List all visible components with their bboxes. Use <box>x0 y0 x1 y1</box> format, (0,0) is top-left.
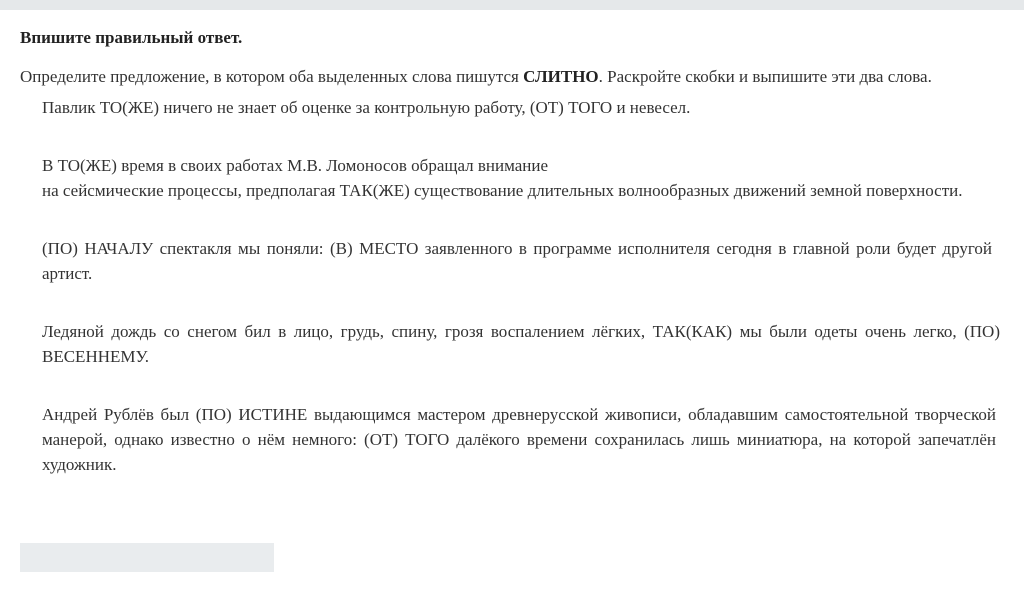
option-2-first-line: В ТО(ЖЕ) время в своих работах М.В. Ломоносов обращал внимание <box>42 156 549 175</box>
option-5-text: Андрей Рублёв был (ПО) ИСТИНЕ выдающимся мастером древнерусской живописи, обладавшим самостоятельной творческой манерой, однако известно о нём немного: (ОТ) ТОГО далёкого времени сохранилась лишь миниатюра, на которой запечатлён художник. <box>42 405 996 474</box>
option-1 <box>42 95 1000 120</box>
answer-input[interactable] <box>20 543 274 572</box>
prompt-text-before: Определите предложение, в котором оба выделенных слова пишутся <box>20 67 524 86</box>
top-strip <box>0 0 1024 10</box>
task-title: Впишите правильный ответ. <box>20 28 243 47</box>
option-2 <box>42 153 1000 203</box>
option-3-text: (ПО) НАЧАЛУ спектакля мы поняли: (В) МЕСТО заявленного в программе исполнителя сегодня в главной роли будет другой артист. <box>42 239 992 283</box>
option-5 <box>42 402 996 477</box>
option-4 <box>42 319 1000 369</box>
answer-options-list <box>42 95 1000 510</box>
prompt-text-after: . Раскройте скобки и выпишите эти два слова. <box>598 67 932 86</box>
option-1-text: Павлик ТО(ЖЕ) ничего не знает об оценке за контрольную работу, (ОТ) ТОГО и невесел. <box>42 98 691 117</box>
task-prompt <box>20 67 932 87</box>
option-3 <box>42 236 992 286</box>
option-4-text: Ледяной дождь со снегом бил в лицо, грудь, спину, грозя воспалением лёгких, ТАК(КАК) мы были одеты очень легко, (ПО) ВЕСЕННЕМУ. <box>42 322 1000 366</box>
prompt-emphasis: СЛИТНО <box>523 67 599 86</box>
option-2-text: на сейсмические процессы, предполагая ТАК(ЖЕ) существование длительных волнообразных движений земной поверхности. <box>42 181 963 200</box>
